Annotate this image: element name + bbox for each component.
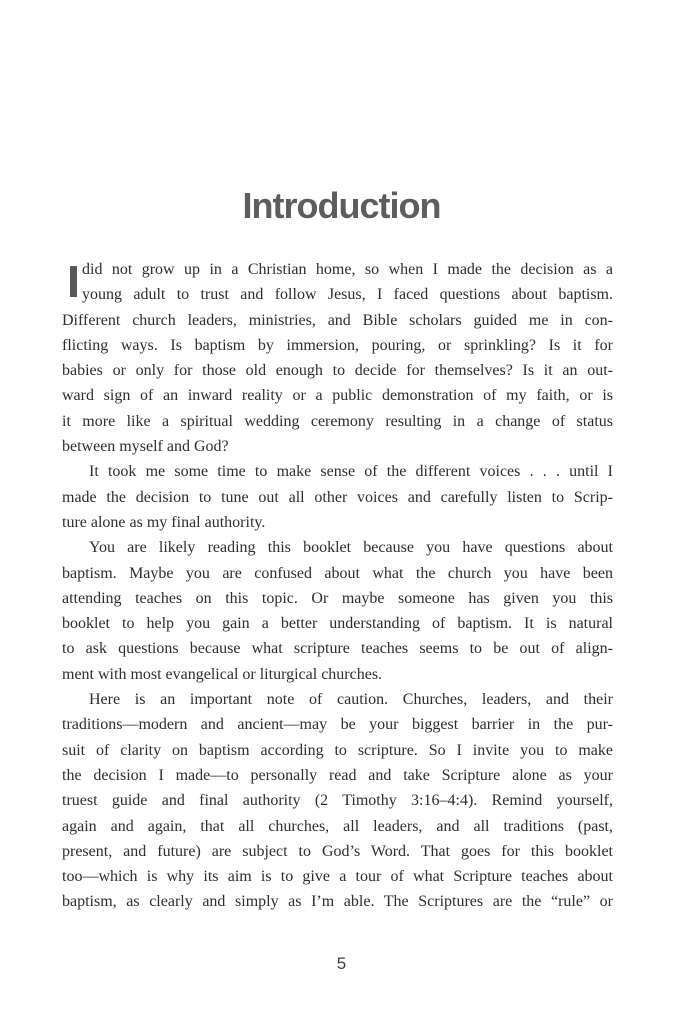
body-line: ment with most evangelical or liturgical churches.: [62, 665, 383, 683]
paragraph: [62, 535, 613, 687]
body-line: again and again, that all churches, all leaders, and all traditions (past,: [62, 817, 613, 835]
body-line: traditions—modern and ancient—may be your biggest barrier in the pur-: [62, 716, 613, 734]
paragraph: [62, 687, 613, 915]
body-line: babies or only for those old enough to decide for themselves? Is it an out-: [62, 362, 613, 380]
body-line: the decision I made—to personally read and take Scripture alone as your: [62, 766, 613, 784]
body-line: ture alone as my final authority.: [62, 513, 266, 531]
body-line: suit of clarity on baptism according to scripture. So I invite you to make: [62, 741, 613, 759]
paragraph: [62, 257, 613, 459]
text-block: [62, 257, 613, 915]
body-line: ward sign of an inward reality or a public demonstration of my faith, or is: [62, 387, 613, 405]
drop-cap: [70, 266, 77, 297]
body-line: baptism, as clearly and simply as I’m able. The Scriptures are the “rule” or: [62, 893, 613, 911]
body-line: made the decision to tune out all other voices and carefully listen to Scrip-: [62, 488, 613, 506]
paragraph: [62, 459, 613, 535]
body-line: It took me some time to make sense of the different voices . . . until I: [89, 463, 613, 481]
body-line: attending teaches on this topic. Or maybe someone has given you this: [62, 589, 613, 607]
body-line: booklet to help you gain a better understanding of baptism. It is natural: [62, 615, 613, 633]
page-number: 5: [336, 954, 347, 973]
body-line: Here is an important note of caution. Churches, leaders, and their: [89, 691, 613, 709]
body-line: to ask questions because what scripture teaches seems to be out of align-: [62, 640, 613, 658]
body-line: baptism. Maybe you are confused about what the church you have been: [62, 564, 613, 582]
body-line: it more like a spiritual wedding ceremony resulting in a change of status: [62, 412, 613, 430]
body-line: flicting ways. Is baptism by immersion, pouring, or sprinkling? Is it for: [62, 336, 613, 354]
body-line: too—which is why its aim is to give a tour of what Scripture teaches about: [62, 868, 613, 886]
body-line: did not grow up in a Christian home, so when I made the decision as a: [82, 261, 613, 278]
body-line: between myself and God?: [62, 438, 229, 456]
body-line: You are likely reading this booklet because you have questions about: [89, 539, 613, 557]
body-line: truest guide and final authority (2 Timothy 3:16–4:4). Remind yourself,: [62, 792, 613, 810]
body-line: Different church leaders, ministries, and Bible scholars guided me in con-: [62, 311, 613, 329]
chapter-title: Introduction: [242, 185, 441, 227]
body-line: present, and future) are subject to God’s Word. That goes for this booklet: [62, 842, 613, 860]
body-line: young adult to trust and follow Jesus, I faced questions about baptism.: [82, 286, 613, 304]
